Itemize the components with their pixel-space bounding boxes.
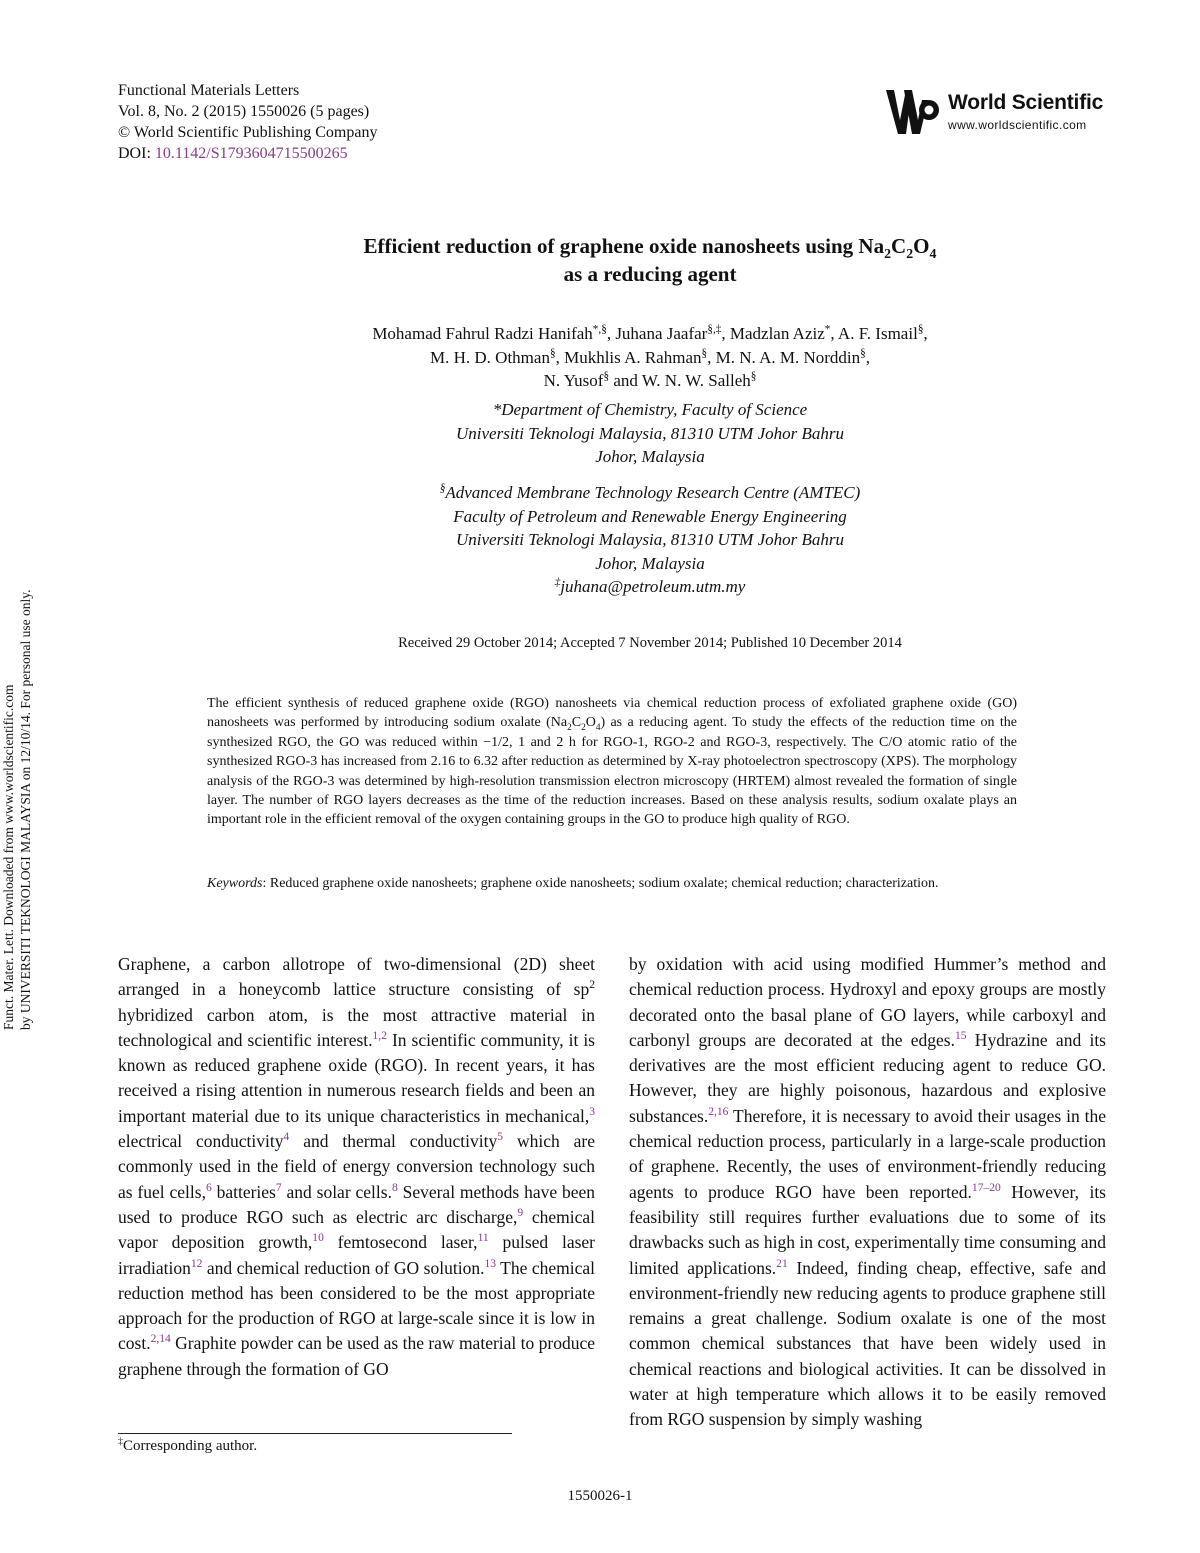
journal-doi-line — [118, 143, 377, 164]
abstract: The efficient synthesis of reduced graphene oxide (RGO) nanosheets via chemical reduction process of exfoliated graphene oxide (GO) nanosheets was performed by introducing sodium oxalate $(Na_2C_2O_4)$ as a reducing agent. To study the effects of the reduction time on the synthesized RGO, the GO was reduced within −1/2, 1 and 2 h for RGO-1, RGO-2 and RGO-3, respectively. The C/O atomic ratio of the synthesized RGO-3 has increased from 2.16 to 6.32 after reduction as determined by X-ray photoelectron spectroscopy (XPS). The morphology analysis of the RGO-3 was determined by high-resolution transmission electron microscopy (HRTEM) almost revealed the formation of single layer. The number of RGO layers decreases as the time of the reduction increases. Based on these analysis results, sodium oxalate plays an important role in the efficient removal of the oxygen containing groups in the GO to produce high quality of RGO. — [207, 696, 1017, 828]
journal-name: Functional Materials Letters — [118, 82, 300, 99]
citation[interactable]: 2,14 — [150, 1333, 171, 1346]
publisher-url[interactable]: www.worldscientific.com — [948, 118, 1087, 132]
world-scientific-logo-icon — [884, 86, 940, 138]
doi-label: DOI: — [118, 145, 155, 162]
citation[interactable]: 6 — [205, 1181, 212, 1194]
body-column-left: Graphene, a carbon allotrope of two-dimensional (2D) sheet arranged in a honeycomb lattice structure consisting of $sp^2$ hybridized carbon atom, is the most attractive material in technological and scientific interest.$^{1,2}$ In scientific community, it is known as reduced graphene oxide (RGO). In recent years, it has received a rising attention in numerous research fields and been an important material due to its unique characteristics in mechanical,$^3$ electrical conductivity$^4$ and thermal conductivity$^5$ which are commonly used in the field of energy conversion technology such as fuel cells,$^6$ batteries$^7$ and solar cells.$^8$ Several methods have been used to produce RGO such as electric arc discharge,$^9$ chemical vapor deposition growth,$^{10}$ femtosecond laser,$^{11}$ pulsed laser irradiation$^{12}$ and chemical reduction of GO solution.$^{13}$ The chemical reduction method has been considered to be the most appropriate approach for the production of RGO at large-scale since it is low in cost.$^{2,14}$ Graphite powder can be used as the raw material to produce graphene through the formation of GO — [118, 954, 596, 1379]
keywords — [207, 874, 1017, 893]
keywords-text: : Reduced graphene oxide nanosheets; graphene oxide nanosheets; sodium oxalate; chemical reduction; characterization. — [262, 876, 939, 891]
journal-volume: Vol. 8, No. 2 (2015) 1550026 (5 pages) — [118, 103, 370, 120]
article-title — [150, 232, 1150, 288]
citation[interactable]: 1,2 — [372, 1030, 387, 1043]
body-column-right: by oxidation with acid using modified Hummer’s method and chemical reduction process. Hydroxyl and epoxy groups are mostly decorated onto the basal plane of GO layers, while carboxyl and carbonyl groups are decorated at the edges.$^{15}$ Hydrazine and its derivatives are the most efficient reducing agent to reduce GO. However, they are highly poisonous, hazardous and explosive substances.$^{2,16}$ Therefore, it is necessary to avoid their usages in the chemical reduction process, particularly in a large-scale production of graphene. Recently, the uses of environment-friendly reducing agents to produce RGO have been reported.$^{17-20}$ However, its feasibility still requires further evaluations due to some of its drawbacks such as high in cost, experimentally time consuming and limited applications.$^{21}$ Indeed, finding cheap, effective, safe and environment-friendly new reducing agents to produce graphene still remains a great challenge. Sodium oxalate is one of the most common chemical substances that have been widely used in chemical reactions and biological activities. It can be dissolved in water at high temperature which allows it to be easily removed from RGO suspension by simply washing — [629, 954, 1107, 1430]
citation[interactable]: 5 — [497, 1131, 504, 1144]
citation[interactable]: 2,16 — [708, 1105, 729, 1118]
page-number: 1550026-1 — [567, 1488, 633, 1504]
footnote-divider — [118, 1433, 512, 1434]
citation[interactable]: 21 — [776, 1257, 788, 1270]
email-link[interactable]: juhana@petroleum.utm.my — [560, 577, 746, 596]
journal-header — [118, 80, 377, 164]
author-line-3: N. Yusof§ and W. N. W. Salleh§ — [543, 370, 757, 390]
citation[interactable]: 4 — [283, 1131, 290, 1144]
watermark-line-1: Funct. Mater. Lett. Downloaded from www.worldscientific.com — [1, 684, 16, 1030]
citation[interactable]: 13 — [484, 1257, 496, 1270]
citation[interactable]: 11 — [477, 1232, 489, 1245]
journal-copyright: © World Scientific Publishing Company — [118, 124, 378, 141]
download-watermark — [0, 510, 40, 1070]
affiliation-chemistry: *Department of Chemistry, Faculty of Science Universiti Teknologi Malaysia, 81310 UTM Johor Bahru Johor, Malaysia — [456, 400, 844, 466]
citation[interactable]: 12 — [190, 1257, 203, 1270]
publisher-name: World Scientific — [948, 91, 1104, 114]
author-line-2: M. H. D. Othman§, Mukhlis A. Rahman§, M. N. A. M. Norddin§, — [430, 346, 870, 367]
affiliation-amtec: §Advanced Membrane Technology Research Centre (AMTEC) Faculty of Petroleum and Renewable Energy Engineering Universiti Teknologi Malaysia, 81310 UTM Johor Bahru Johor, Malaysia ‡juhana@petroleum.utm.my — [150, 481, 1150, 599]
watermark-line-2: by UNIVERSITI TEKNOLOGI MALAYSIA on 12/10/14. For personal use only. — [18, 589, 33, 1030]
publisher-logo — [884, 86, 1114, 138]
citation[interactable]: 9 — [517, 1207, 524, 1220]
citation[interactable]: 7 — [275, 1181, 282, 1194]
title-line-2: as a reducing agent — [563, 262, 737, 286]
citation[interactable]: 10 — [312, 1232, 324, 1245]
author-list — [150, 322, 1150, 393]
publication-dates: Received 29 October 2014; Accepted 7 November 2014; Published 10 December 2014 — [398, 635, 902, 651]
citation[interactable]: 3 — [589, 1105, 595, 1118]
citation[interactable]: 15 — [955, 1030, 967, 1043]
doi-link[interactable]: 10.1142/S1793604715500265 — [154, 145, 348, 162]
citation[interactable]: 8 — [391, 1181, 398, 1194]
corresponding-email: ‡juhana@petroleum.utm.my — [554, 576, 746, 596]
author-line-1: Mohamad Fahrul Radzi Hanifah*,§, Juhana Jaafar§,‡, Madzlan Aziz*, A. F. Ismail§, — [372, 323, 928, 343]
keywords-label: Keywords — [207, 876, 263, 891]
citation[interactable]: 17–20 — [971, 1181, 1001, 1194]
title-line-1: Efficient reduction of graphene oxide nanosheets using $Na_2C_2O_4$ — [363, 234, 937, 262]
footnote: ‡Corresponding author. — [118, 1436, 258, 1454]
